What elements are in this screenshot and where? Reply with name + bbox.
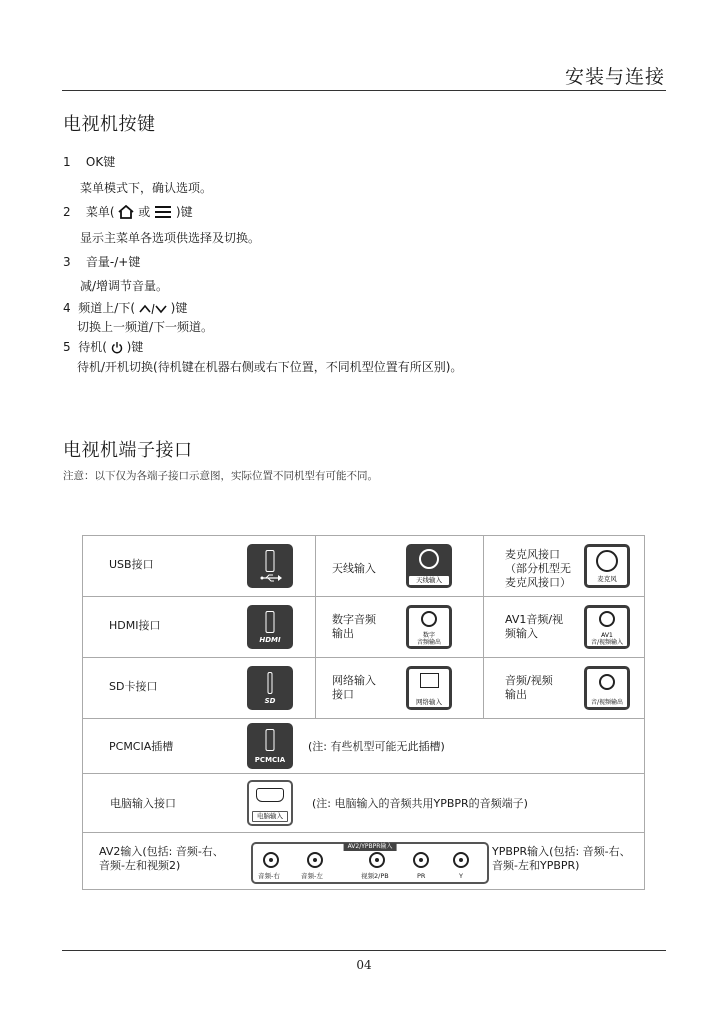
digital-audio-port-icon [406,605,452,649]
pcmcia-cell [83,719,644,773]
button-item-4 [63,299,187,316]
network-badge: 网络输入 [409,698,449,707]
mic-badge: 麦克风 [587,575,627,584]
vga-port-icon [247,780,293,826]
hdmi-badge: HDMI [259,636,281,644]
usb-cell [83,536,315,596]
buttons-section-title: 电视机按键 [63,114,156,135]
av1-label: AV1音频/视 频输入 [505,613,564,640]
av1-cell [484,597,644,657]
item-name-post: )键 [170,301,188,315]
header-rule [62,90,666,91]
usb-label: USB接口 [109,558,154,571]
digital-audio-label: 数字音频 输出 [332,613,376,640]
av1-badge: AV1 音/视频输入 [587,632,627,646]
sd-badge: SD [264,697,276,705]
sd-cell [83,658,315,718]
table-row [83,658,645,719]
button-item-2 [63,203,193,220]
page-number: 04 [356,958,372,972]
network-port-icon [406,666,452,710]
home-icon [118,205,134,219]
pcmcia-badge: PCMCIA [254,756,286,764]
table-row [83,774,645,833]
table-row [83,719,645,774]
antenna-badge: 天线输入 [409,576,449,585]
button-item-2-desc: 显示主菜单各选项供选择及切换。 [80,231,261,245]
section-header-title: 安装与连接 [564,66,665,88]
item-number: 2 [63,205,71,219]
audio-right-jack-icon [263,852,279,868]
pr-jack-icon [413,852,429,868]
jack-label: 视频2/PB [361,872,389,880]
rj45-icon [420,673,439,688]
pc-input-label: 电脑输入接口 [110,797,176,810]
sd-label: SD卡接口 [109,680,158,693]
mic-port-icon [584,544,630,588]
pc-input-note: (注: 电脑输入的音频共用YPBPR的音频端子) [312,797,528,810]
hdmi-cell [83,597,315,657]
item-name: 音量-/+键 [85,255,141,269]
hdmi-label: HDMI接口 [109,619,161,632]
network-label: 网络输入 接口 [332,674,376,701]
digital-audio-cell [316,597,483,657]
ypbpr-label: YPBPR输入(包括: 音频-右、 音频-左和YPBPR) [492,845,631,872]
antenna-label: 天线输入 [332,562,376,575]
table-row [83,536,645,597]
network-cell [316,658,483,718]
item-name-pre: 频道上/下( [78,301,136,315]
item-name-mid: 或 [138,205,151,219]
av-out-label: 音频/视频 输出 [505,674,553,701]
hdmi-port-icon [247,605,293,649]
footer-rule [62,950,666,951]
pc-input-badge: 电脑输入 [252,811,288,822]
item-name-pre: 菜单( [85,205,115,219]
y-jack-icon [453,852,469,868]
button-item-1 [63,153,115,170]
antenna-port-icon [406,544,452,588]
table-row [83,833,645,890]
av-out-cell [484,658,644,718]
mic-label: 麦克风接口 （部分机型无 麦克风接口） [505,548,571,589]
power-icon [111,341,123,354]
item-name: OK键 [85,155,116,169]
table-row [83,597,645,658]
pcmcia-label: PCMCIA插槽 [109,740,174,753]
ports-section-title: 电视机端子接口 [63,440,193,461]
av1-port-icon [584,605,630,649]
audio-left-jack-icon [307,852,323,868]
antenna-cell [316,536,483,596]
usb-port-icon [247,544,293,588]
item-name-pre: 待机( [78,340,107,354]
ports-note: 注意：以下仅为各端子接口示意图，实际位置不同机型有可能不同。 [63,470,378,482]
pcmcia-note: (注: 有些机型可能无此插槽) [308,740,445,753]
button-item-1-desc: 菜单模式下，确认选项。 [80,181,213,195]
item-number: 5 [63,340,71,354]
button-item-3 [63,253,140,270]
jack-label: 音频-左 [301,872,323,880]
video2-pb-jack-icon [369,852,385,868]
av2-strip-title: AV2/YPBPR输入 [344,843,397,851]
channel-up-down-icon [139,303,167,315]
sd-port-icon [247,666,293,710]
jack-label: PR [417,872,426,880]
av2-cell [83,833,644,889]
ports-table [82,535,645,890]
button-item-3-desc: 减/增调节音量。 [80,279,169,293]
digital-audio-badge: 数字 音频输出 [409,632,449,646]
button-item-4-desc: 切换上一频道/下一频道。 [77,320,214,334]
av2-port-strip [251,842,489,884]
av-out-port-icon [584,666,630,710]
menu-icon [154,205,172,219]
item-number: 1 [63,155,71,169]
button-item-5 [63,338,143,355]
item-number: 4 [63,301,71,315]
button-item-5-desc: 待机/开机切换(待机键在机器右侧或右下位置，不同机型位置有所区别)。 [77,360,463,374]
mic-cell [484,536,644,596]
item-name-post: )键 [126,340,144,354]
av2-label: AV2输入(包括: 音频-右、 音频-左和视频2) [99,845,224,872]
pcmcia-port-icon [247,723,293,769]
av-out-badge: 音/视频输出 [587,698,627,707]
item-number: 3 [63,255,71,269]
item-name-post: )键 [175,205,193,219]
usb-symbol-icon [260,574,282,582]
jack-label: 音频-右 [258,872,280,880]
jack-label: Y [459,872,463,880]
pc-input-cell [83,774,644,832]
